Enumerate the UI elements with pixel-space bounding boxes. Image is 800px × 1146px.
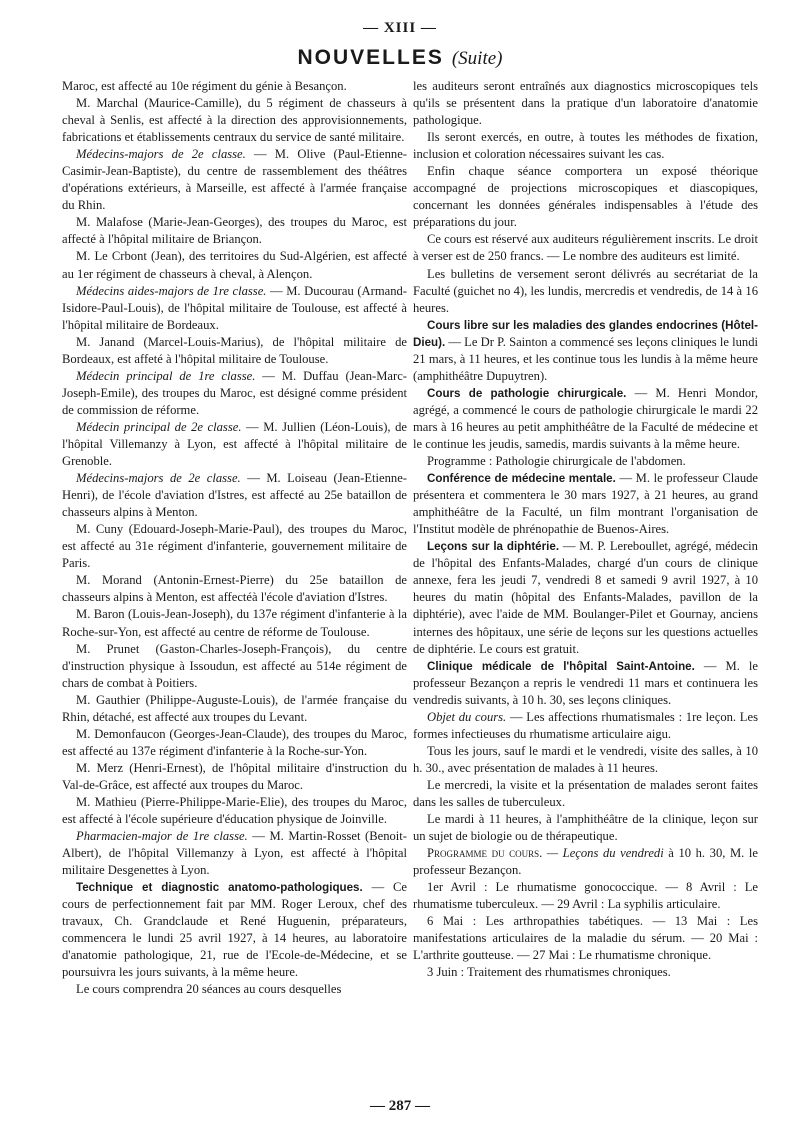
course-heading: Leçons sur la diphtérie. bbox=[427, 540, 560, 554]
subsection-heading: Objet du cours. bbox=[427, 709, 507, 724]
paragraph: Conférence de médecine mentale. — M. le professeur Claude présentera et commentera le 30 mars 1927, à 21 heures, au grand amphithéâtre de la Faculté, un film montrant l'organisation de l'Institut modèle de phrénopathie de Buenos-Aires. bbox=[413, 471, 759, 537]
title-main: NOUVELLES bbox=[297, 46, 444, 69]
paragraph: Médecin principal de 1re classe. — M. Duffau (Jean-Marc-Joseph-Emile), des troupes du Maroc, est désigné comme président de commission de réforme. bbox=[62, 368, 407, 417]
paragraph: Clinique médicale de l'hôpital Saint-Antoine. — M. le professeur Bezançon a repris le vendredi 11 mars et continuera les vendredis suivants, à 10 h. 30, ses leçons cliniques. bbox=[413, 658, 758, 707]
rank-heading: Médecin principal de 1re classe. bbox=[76, 368, 256, 383]
rank-heading: Médecins-majors de 2e classe. bbox=[76, 471, 241, 486]
paragraph: Ce cours est réservé aux auditeurs régulièrement inscrits. Le droit à verser est de 250 francs. — Le nombre des auditeurs est limité. bbox=[413, 232, 758, 264]
paragraph: Pharmacien-major de 1re classe. — M. Martin-Rosset (Benoit-Albert), de l'hôpital Villemanzy à Lyon, est affecté à l'hôpital militaire Desgenettes à Lyon. bbox=[62, 829, 408, 878]
page-number: — 287 — bbox=[370, 1098, 430, 1114]
rank-heading: Médecins aides-majors de 1re classe. bbox=[76, 283, 267, 298]
program-heading: Programme du cours. bbox=[427, 846, 543, 861]
paragraph: Tous les jours, sauf le mardi et le vendredi, visite des salles, à 10 h. 30., avec présentation de malades à 11 heures. bbox=[413, 743, 758, 775]
paragraph: 3 Juin : Traitement des rhumatismes chroniques. bbox=[427, 965, 671, 980]
paragraph: Ils seront exercés, en outre, à toutes les méthodes de fixation, inclusion et coloration nécessaires suivant les cas. bbox=[413, 130, 758, 162]
paragraph: M. Le Crbont (Jean), des territoires du Sud-Algérien, est affecté au 1er régiment de chasseurs à cheval, à Alençon. bbox=[62, 249, 407, 281]
paragraph: 1er Avril : Le rhumatisme gonococcique. — 8 Avril : Le rhumatisme tuberculeux. — 29 Avril : La syphilis articulaire. bbox=[413, 880, 758, 912]
paragraph: Médecins-majors de 2e classe. — M. Olive (Paul-Etienne-Casimir-Jean-Baptiste), du centre de rassemblement des théâtres d'opérations extérieurs, à Marseille, est affecté à l'armée française du Rhin. bbox=[62, 147, 407, 213]
paragraph: Leçons sur la diphtérie. — M. P. Lereboullet, agrégé, médecin de l'hôpital des Enfants-Malades, chargé d'un cours de clinique annexe, fera les jeudi 7, vendredi 8 et samedi 9 avril 1927, à 10 heures du matin (hôpital des Enfants-Malades, pavillon de la diphtérie), avec l'aide de MM. Boulanger-Pilet et Gournay, anciens internes des hôpitaux, une série de leçons sur les questions actuelles de diphtérie. Le cours est gratuit. bbox=[413, 539, 758, 656]
paragraph: 6 Mai : Les arthropathies tabétiques. — 13 Mai : Les manifestations articulaires de la maladie du sérum. — 20 Mai : L'arthrite goutteuse. — 27 Mai : Le rhumatisme chronique. bbox=[413, 914, 758, 963]
paragraph: Programme : Pathologie chirurgicale de l'abdomen. bbox=[427, 454, 686, 469]
paragraph: Cours libre sur les maladies des glandes endocrines (Hôtel-Dieu). — Le Dr P. Sainton a commencé ses leçons cliniques le lundi 21 mars, à 11 heures, et les continue tous les lundis à la même heure (amphithéâtre Dupuytren). bbox=[413, 318, 758, 383]
paragraph: M. Malafose (Marie-Jean-Georges), des troupes du Maroc, est affecté à l'hôpital militaire de Briançon. bbox=[62, 215, 407, 247]
paragraph: M. Janand (Marcel-Louis-Marius), de l'hôpital militaire de Bordeaux, est affeté à l'hôpital militaire de Toulouse. bbox=[62, 334, 407, 366]
paragraph: Objet du cours. — Les affections rhumatismales : 1re leçon. Les formes infectieuses du rhumatisme articulaire aigu. bbox=[413, 709, 758, 741]
paragraph: M. Mathieu (Pierre-Philippe-Marie-Elie), des troupes du Maroc, est affecté à l'école supérieure d'éducation physique de Joinville. bbox=[62, 794, 407, 827]
paragraph: les auditeurs seront entraînés aux diagnostics microscopiques tels qu'ils se présentent dans la pratique d'un laboratoire d'anatomie pathologique. bbox=[413, 79, 758, 128]
paragraph: M. Merz (Henri-Ernest), de l'hôpital militaire d'instruction du Val-de-Grâce, est affecté aux troupes du Maroc. bbox=[62, 760, 407, 792]
paragraph: Médecin principal de 2e classe. — M. Jullien (Léon-Louis), de l'hôpital Villemanzy à Lyon, est affecté à l'hôpital militaire de Grenoble. bbox=[62, 419, 407, 469]
paragraph: M. Gauthier (Philippe-Auguste-Louis), de l'armée française du Rhin, détaché, est affecté aux troupes du Levant. bbox=[62, 692, 407, 724]
paragraph: Le cours comprendra 20 séances au cours desquelles bbox=[76, 982, 342, 997]
course-heading: Technique et diagnostic anatomo-pathologiques. bbox=[76, 881, 363, 895]
paragraph: Médecins aides-majors de 1re classe. — M. Ducourau (Armand-Isidore-Paul-Louis), de l'hôpital militaire de Toulouse, est affecté à l'hôpital militaire de Bordeaux. bbox=[62, 283, 407, 332]
paragraph: M. Marchal (Maurice-Camille), du 5 régiment de chasseurs à cheval à Senlis, est affecté à la direction des approvisionnements, fabrications et établissements centraux du service de santé militaire. bbox=[62, 96, 407, 145]
paragraph: Maroc, est affecté au 10e régiment du génie à Besançon. bbox=[62, 79, 347, 93]
course-heading: Clinique médicale de l'hôpital Saint-Antoine. bbox=[427, 659, 695, 673]
course-heading: Cours de pathologie chirurgicale. bbox=[427, 386, 627, 400]
paragraph: Enfin chaque séance comportera un exposé théorique accompagné de projections microscopiques et diascopiques, concernant les données générales indispensables à l'étude des préparations du jour. bbox=[413, 164, 758, 230]
left-column bbox=[62, 78, 407, 999]
paragraph: Le mardi à 11 heures, à l'amphithéâtre de la clinique, leçon sur un sujet de biologie ou de thérapeutique. bbox=[413, 812, 758, 844]
page-roman-numeral: — XIII — bbox=[363, 20, 437, 36]
title-suffix: (Suite) bbox=[451, 48, 503, 69]
rank-heading: Pharmacien-major de 1re classe. bbox=[76, 829, 248, 844]
rank-heading: Médecins-majors de 2e classe. bbox=[76, 147, 246, 162]
paragraph: Cours de pathologie chirurgicale. — M. Henri Mondor, agrégé, a commencé le cours de pathologie chirurgicale le mardi 22 mars à 16 heures au petit amphithéâtre de la Faculté de médecine et le continue les jeudis, samedis, mardis suivants à la même heure. bbox=[413, 385, 759, 451]
paragraph: M. Baron (Louis-Jean-Joseph), du 137e régiment d'infanterie à la Roche-sur-Yon, est affecté au centre de réforme de Toulouse. bbox=[62, 607, 407, 639]
rank-heading: Médecin principal de 2e classe. bbox=[76, 419, 242, 434]
paragraph: M. Demonfaucon (Georges-Jean-Claude), des troupes du Maroc, est affecté au 137e régiment d'infanterie à la Roche-sur-Yon. bbox=[62, 726, 407, 758]
section-title bbox=[0, 46, 800, 70]
paragraph: M. Prunet (Gaston-Charles-Joseph-François), du centre d'instruction physique à Issoudun, est affecté au 514e régiment de chars de combat à Poitiers. bbox=[62, 641, 407, 690]
right-column bbox=[413, 78, 758, 981]
paragraph: M. Cuny (Edouard-Joseph-Marie-Paul), des troupes du Maroc, est affecté au 31e régiment d'infanterie, gouvernement militaire de Paris. bbox=[62, 522, 407, 571]
paragraph: Le mercredi, la visite et la présentation de malades seront faites dans les salles de tuberculeux. bbox=[413, 777, 758, 809]
paragraph: M. Morand (Antonin-Ernest-Pierre) du 25e bataillon de chasseurs alpins à Menton, est affectéà l'école d'aviation d'Istres. bbox=[62, 573, 407, 605]
paragraph: Technique et diagnostic anatomo-pathologiques. — Ce cours de perfectionnement fait par MM. Roger Leroux, chef des travaux, Ch. Grandclaude et René Huguenin, préparateurs, commencera le lundi 25 avril 1927, à 14 heures, au laboratoire d'anatomie pathologique, 21, rue de l'Ecole-de-Médecine, et se poursuivra les jours suivants, à la même heure. bbox=[62, 880, 407, 980]
paragraph: Médecins-majors de 2e classe. — M. Loiseau (Jean-Etienne-Henri), de l'école d'aviation d'Istres, est affecté au 25e bataillon de chasseurs alpins à Menton. bbox=[62, 471, 407, 520]
paragraph: Programme du cours. — Leçons du vendredi à 10 h. 30, M. le professeur Bezançon. bbox=[413, 846, 759, 878]
paragraph: Les bulletins de versement seront délivrés au secrétariat de la Faculté (guichet no 4), les lundis, mercredis et vendredis, de 14 à 16 heures. bbox=[413, 266, 758, 315]
course-heading: Conférence de médecine mentale. bbox=[427, 472, 616, 486]
course-heading: Cours libre sur les maladies des glandes endocrines (Hôtel-Dieu). bbox=[413, 318, 758, 349]
